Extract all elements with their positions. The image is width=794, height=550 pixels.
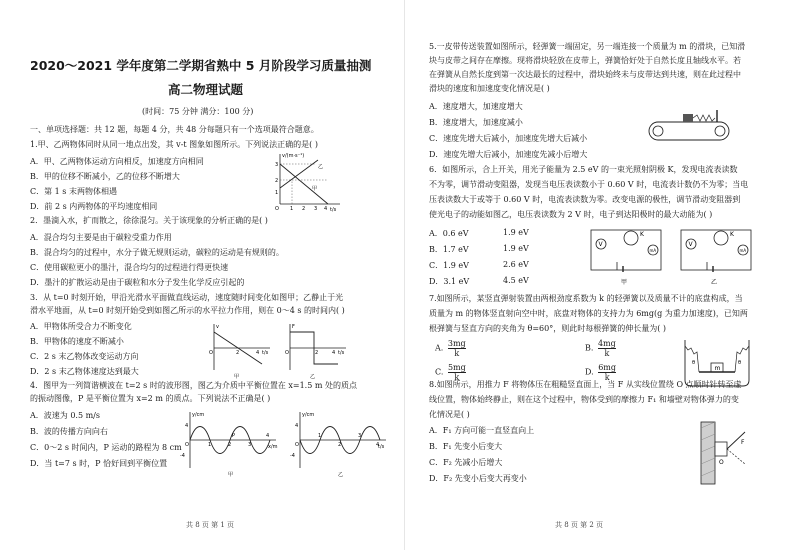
- q8-wall-figure: [697, 420, 753, 486]
- q6-stem-line3: 压表读数大于或等于 0.60 V 时，电流表读数为零。改变电源的极性，调节滑动变阻器到: [429, 195, 741, 204]
- q7-option-d-den: k: [604, 373, 610, 382]
- q7-option-b-num: 4mg: [597, 339, 616, 348]
- q7-angle-left: θ: [692, 360, 696, 366]
- q8-stem-line3: 化情况是( ): [429, 410, 470, 419]
- q4a-xlabel: x/m: [268, 444, 278, 450]
- q6-option-c-work: 2.6 eV: [503, 260, 529, 269]
- q7-option-d-label: D.: [585, 367, 594, 377]
- q6a-voltmeter: V: [598, 241, 603, 248]
- q3-option-b: B．甲物体的速度不断减小: [30, 337, 124, 346]
- page-2: [405, 0, 794, 550]
- q6b-ammeter: mA: [739, 248, 747, 253]
- q6-option-a-kinetic: A．0.6 eV: [429, 229, 469, 238]
- q6-stem-line4: 使光电子的动能如图乙，电压表读数为 2 V 时，电子到达阳极时的最大动能为( ): [429, 210, 713, 219]
- q7-stem-line2: 质量为 m 的物体竖直射向空中时，底盘对物体的支持力为 6mg(g 为重力加速度)，已知两: [429, 309, 748, 318]
- q6-option-a-work: 1.9 eV: [503, 228, 529, 237]
- q7-stem-line3: 根弹簧与竖直方向的夹角为 θ=60°，则此时每根弹簧的伸长量为( ): [429, 324, 667, 333]
- q8-option-b: B．F₁ 先变小后变大: [429, 442, 503, 451]
- q4b-origin: O: [295, 442, 299, 448]
- q6-option-d-kinetic: D．3.1 eV: [429, 277, 470, 286]
- q1-series-jia: 甲: [312, 186, 318, 192]
- q4a-point-p: P: [232, 433, 236, 439]
- q5-stem-line1: 5.一皮带传送装置如图所示，轻弹簧一端固定，另一端连接一个质量为 m 的滑块，已知滑: [429, 42, 746, 51]
- q4-option-b: B．波的传播方向向右: [30, 427, 108, 436]
- q6b-voltmeter: V: [688, 241, 693, 248]
- q1-option-c: C．第 1 s 末两物体相遇: [30, 187, 117, 196]
- q4b-xlabel: t/s: [378, 444, 385, 450]
- q2-option-c: C．使用碳粒更小的墨汁，混合均匀的过程进行得更快速: [30, 263, 229, 272]
- q1-option-b: B．甲的位移不断减小，乙的位移不断增大: [30, 172, 180, 181]
- q1-xtick-3: 3: [314, 206, 318, 212]
- q7-option-d-num: 6mg: [598, 363, 617, 372]
- q4b-xtick-4: 4: [376, 442, 380, 448]
- q4-stem-line1: 4．图甲为一列简谐横波在 t=2 s 时的波形图，图乙为介质中平衡位置在 x=1.5 m 处的质点: [30, 381, 357, 390]
- q6-caption-yi: 乙: [711, 279, 718, 286]
- q2-option-a: A．混合均匀主要是由于碳粒受重力作用: [30, 233, 172, 242]
- q7-option-b-den: k: [604, 349, 610, 358]
- q6-caption-jia: 甲: [621, 279, 628, 286]
- q1-series-yi: 乙: [318, 164, 324, 170]
- q2-stem: 2．墨滴入水，扩而散之，徐徐混匀。关于该现象的分析正确的是( ): [30, 216, 268, 225]
- q3-option-d: D．2 s 末乙物体速度达到最大: [30, 367, 139, 376]
- exam-meta: (时间：75 分钟 满分：100 分): [142, 107, 254, 116]
- q3b-xtick-2: 2: [315, 350, 319, 356]
- q8-option-a: A．F₁ 方向可能一直竖直向上: [429, 426, 535, 435]
- q4a-ylabel: y/cm: [192, 412, 205, 418]
- q7-option-c-num: 5mg: [447, 363, 466, 372]
- q8-option-c: C．F₂ 先减小后增大: [429, 458, 503, 467]
- q5-stem-line4: 滑块的速度和加速度变化情况是( ): [429, 84, 550, 93]
- q1-ytick-3: 3: [275, 162, 279, 168]
- q7-option-c-label: C.: [435, 367, 444, 377]
- q3-graph-jia: [206, 320, 276, 380]
- q1-vt-graph: [268, 150, 344, 212]
- q7-option-a: [435, 339, 466, 358]
- q1-xtick-4: 4: [324, 206, 328, 212]
- q7-option-b-label: B.: [585, 343, 594, 353]
- q1-origin: O: [275, 206, 279, 212]
- q4b-amp: 4: [295, 423, 299, 429]
- q1-xtick-1: 1: [290, 206, 294, 212]
- q4-option-c: C．0～2 s 时间内，P 运动的路程为 8 cm: [30, 443, 182, 452]
- q4-option-a: A．波速为 0.5 m/s: [30, 411, 100, 420]
- q3b-xlabel: t/s: [338, 350, 345, 356]
- q4a-caption: 甲: [228, 472, 234, 478]
- q1-ytick-1: 1: [275, 190, 279, 196]
- q2-option-d: D．墨汁的扩散运动是由于碳粒和水分子发生化学反应引起的: [30, 278, 245, 287]
- q3b-xtick-4: 4: [332, 350, 336, 356]
- q4a-xtick-1: 1: [208, 442, 212, 448]
- q4a-xtick-4: 4: [266, 433, 270, 439]
- q4a-amp: 4: [185, 423, 189, 429]
- page-2-footer: 共 8 页 第 2 页: [555, 521, 604, 529]
- q4a-origin: O: [185, 442, 189, 448]
- q3a-xtick-2: 2: [236, 350, 240, 356]
- q1-xtick-2: 2: [302, 206, 306, 212]
- q3-stem-line2: 滑水平地面，从 t=0 时刻开始受到如图乙所示的水平拉力作用，则在 0～4 s 的时间内( ): [30, 306, 345, 315]
- q8-option-d: D．F₂ 先变小后变大再变小: [429, 474, 527, 483]
- q8-point-o: O: [719, 459, 724, 466]
- q7-mass-label: m: [714, 365, 721, 372]
- q3a-origin: O: [209, 350, 213, 356]
- q3b-ylabel: F: [292, 324, 295, 330]
- q7-stem-line1: 7.如图所示，某竖直弹射装置由两根劲度系数为 k 的轻弹簧以及质量不计的底盘构成，当: [429, 294, 743, 303]
- q7-angle-right: θ: [738, 360, 742, 366]
- q3a-ylabel: v: [216, 324, 219, 330]
- q3-stem-line1: 3．从 t=0 时刻开始，甲沿光滑水平面做直线运动，速度随时间变化如图甲；乙静止于光: [30, 293, 344, 302]
- q6-option-d-work: 4.5 eV: [503, 276, 529, 285]
- q6-option-b-kinetic: B．1.7 eV: [429, 245, 469, 254]
- q3b-origin: O: [285, 350, 289, 356]
- q4-stem-line2: 的振动图像，P 是平衡位置为 x=2 m 的质点。下列说法不正确是( ): [30, 394, 271, 403]
- q3-option-c: C．2 s 末乙物体改变运动方向: [30, 352, 139, 361]
- q6a-ammeter: mA: [649, 248, 657, 253]
- q7-option-b: [585, 339, 616, 358]
- q6b-cathode: K: [730, 231, 734, 238]
- q3a-caption: 甲: [234, 374, 240, 380]
- q4a-xtick-2: 2: [228, 442, 232, 448]
- q5-option-b: B．速度增大，加速度减小: [429, 118, 523, 127]
- q1-stem: 1.甲、乙两物体同时从同一地点出发，其 v-t 图象如图所示。下列说法正确的是( ): [30, 140, 318, 149]
- q4b-namp: -4: [290, 453, 295, 459]
- q1-xlabel: t/s: [330, 207, 337, 212]
- q7-option-a-num: 3mg: [447, 339, 466, 348]
- q1-option-a: A．甲、乙两物体运动方向相反，加速度方向相同: [30, 157, 204, 166]
- q3b-caption: 乙: [310, 374, 316, 380]
- q6-stem-line1: 6．如图所示，合上开关，用光子能量为 2.5 eV 的一束光照射阴极 K，发现电流表读数: [429, 165, 738, 174]
- q8-stem-line2: 线位置，物体始终静止，则在这个过程中，物体受到的摩擦力 F₁ 和墙壁对物体弹力的变: [429, 395, 739, 404]
- q7-option-a-den: k: [454, 349, 460, 358]
- q4-vibration-graph-yi: [290, 408, 390, 478]
- q3a-xlabel: t/s: [262, 350, 269, 356]
- q6-circuit-figures: [587, 222, 757, 288]
- q6-stem-line2: 不为零，调节滑动变阻器，发现当电压表读数小于 0.60 V 时，电流表计数仍不为零；当电: [429, 180, 749, 189]
- q6-option-c-kinetic: C．1.9 eV: [429, 261, 469, 270]
- q4b-ylabel: y/cm: [302, 412, 315, 418]
- q4a-namp: -4: [180, 453, 185, 459]
- q5-option-d: D．速度先增大后减小，加速度先减小后增大: [429, 150, 588, 159]
- exam-title: 2020～2021 学年度第二学期省熟中 5 月阶段学习质量抽测: [30, 58, 372, 73]
- q8-force-f: F: [741, 439, 745, 446]
- q3-graph-yi: [282, 320, 352, 380]
- q1-ytick-2: 2: [275, 178, 279, 184]
- q1-ylabel: v/(m·s⁻¹): [282, 153, 305, 159]
- q5-stem-line2: 块与皮带之间存在摩擦。现将滑块轻放在皮带上，弹簧恰好处于自然长度且轴线水平。若: [429, 56, 741, 65]
- q4b-xtick-3: 3: [358, 433, 362, 439]
- q7-option-a-label: A.: [435, 343, 444, 353]
- page-1-footer: 共 8 页 第 1 页: [186, 521, 235, 529]
- q5-conveyor-figure: [645, 108, 745, 148]
- q6a-cathode: K: [640, 231, 644, 238]
- q1-option-d: D．前 2 s 内两物体的平均速度相同: [30, 202, 158, 211]
- q3-option-a: A．甲物体所受合力不断变化: [30, 322, 132, 331]
- exam-subtitle: 高二物理试题: [168, 82, 244, 97]
- q5-stem-line3: 在弹簧从自然长度到第一次达最长的过程中，滑块始终未与皮带达到共速，则在此过程中: [429, 70, 741, 79]
- q4-wave-graph-jia: [180, 408, 280, 478]
- q6-option-b-work: 1.9 eV: [503, 244, 529, 253]
- q4b-xtick-1: 1: [318, 433, 322, 439]
- q5-option-c: C．速度先增大后减小，加速度先增大后减小: [429, 134, 588, 143]
- q4b-caption: 乙: [338, 472, 344, 478]
- q8-stem-line1: 8.如图所示，用推力 F 将物体压在粗糙竖直面上，当 F 从实线位置绕 O 点顺时针转至虚: [429, 380, 742, 389]
- q4a-xtick-3: 3: [248, 442, 252, 448]
- section-heading: 一、单项选择题：共 12 题，每题 4 分，共 48 分每题只有一个选项最符合题意。: [30, 125, 319, 134]
- q4b-xtick-2: 2: [338, 442, 342, 448]
- q2-option-b: B．混合均匀的过程中，水分子做无规则运动，碳粒的运动是有规则的。: [30, 248, 284, 257]
- q5-option-a: A．速度增大，加速度增大: [429, 102, 523, 111]
- q3a-xtick-4: 4: [256, 350, 260, 356]
- q4-option-d: D．当 t=7 s 时，P 恰好回到平衡位置: [30, 459, 168, 468]
- q7-option-c-den: k: [454, 373, 460, 382]
